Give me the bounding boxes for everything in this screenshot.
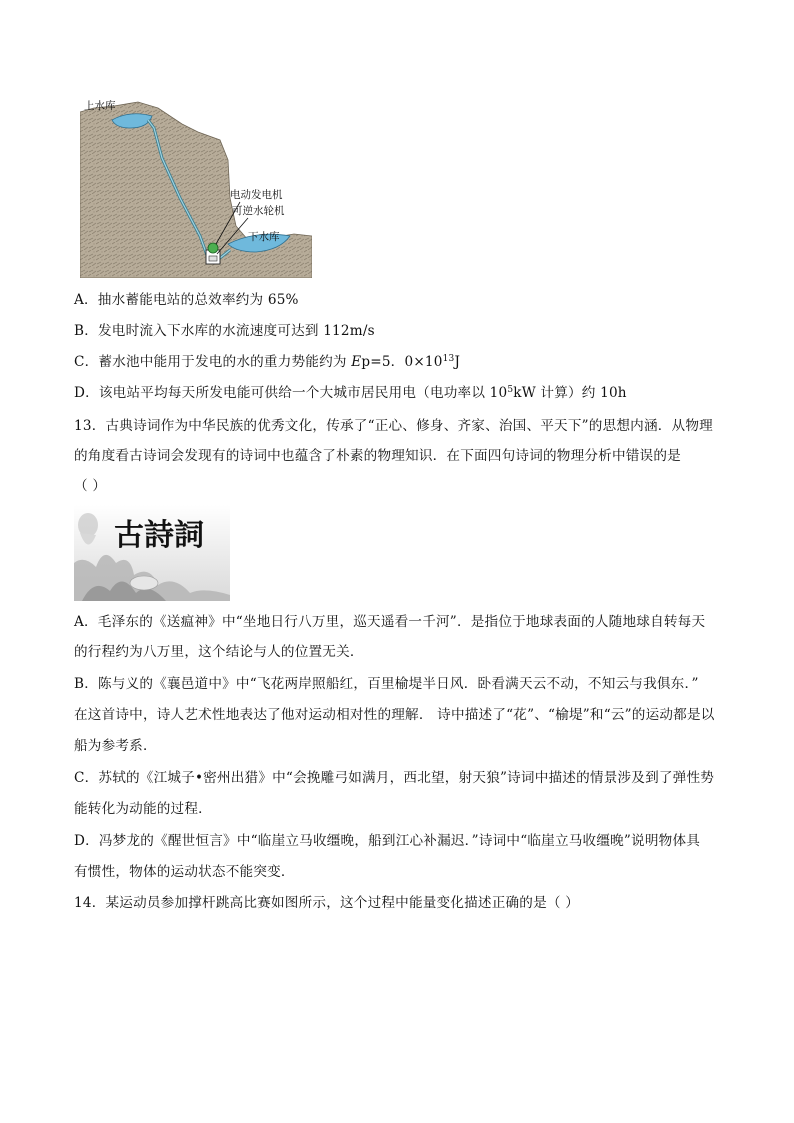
q13-option-c-line-1: C．苏轼的《江城子•密州出猎》中“会挽雕弓如满月，西北望，射天狼”诗词中描述的情景涉及到了弹性势 (74, 770, 715, 786)
q13-option-b-line-3: 船为参考系． (74, 738, 157, 754)
q13-option-d-line-2: 有惯性，物体的运动状态不能突变． (74, 864, 295, 880)
classical-poetry-image (74, 505, 230, 601)
q12-option-d: D．该电站平均每天所发电能可供给一个大城市居民用电（电功率以 $10^5kW$ 计算）约 10h (74, 385, 627, 401)
q13-stem-line-2: 的角度看古诗词会发现有的诗词中也蕴含了朴素的物理知识．在下面四句诗词的物理分析中错误的是 (74, 448, 681, 464)
q13-option-d-line-1: D．冯梦龙的《醒世恒言》中“临崖立马收缰晚，船到江心补漏迟．”诗词中“临崖立马收缰晚”说明物体具 (74, 833, 701, 849)
q13-stem-line-1: 13．古典诗词作为中华民族的优秀文化，传承了“正心、修身、齐家、治国、平天下”的思想内涵．从物理 (74, 418, 713, 434)
pumped-storage-diagram (80, 98, 312, 278)
q12-option-a: A．抽水蓄能电站的总效率约为 65% (74, 292, 299, 308)
label-upper-reservoir: 上水库 (84, 100, 116, 112)
label-lower-reservoir: 下水库 (248, 231, 280, 243)
q13-option-a-line-2: 的行程约为八万里，这个结论与人的位置无关． (74, 644, 364, 660)
q13-option-c-line-2: 能转化为动能的过程． (74, 801, 212, 817)
q14-stem: 14．某运动员参加撑杆跳高比赛如图所示，这个过程中能量变化描述正确的是（ ） (74, 895, 579, 911)
label-reversible-turbine: 可逆水轮机 (232, 205, 285, 217)
label-motor-generator: 电动发电机 (230, 189, 283, 201)
q12-option-c: C．蓄水池中能用于发电的水的重力势能约为 Ep=5．$0\times 10^{13}J$ (74, 354, 461, 370)
q13-answer-blank: （ ） (74, 478, 107, 494)
q13-option-b-line-2: 在这首诗中，诗人艺术性地表达了他对运动相对性的理解． 诗中描述了“花”、“榆堤”和“云”的运动都是以 (74, 707, 715, 723)
q12-option-b: B．发电时流入下水库的水流速度可达到 112m/s (74, 323, 375, 339)
poetry-image-title: 古詩詞 (114, 518, 204, 553)
q13-option-b-line-1: B．陈与义的《襄邑道中》中“飞花两岸照船红，百里榆堤半日风．卧看满天云不动，不知云与我俱东．” (74, 676, 699, 692)
q13-option-a-line-1: A．毛泽东的《送瘟神》中“坐地日行八万里，巡天遥看一千河”．是指位于地球表面的人随地球自转每天 (74, 614, 706, 630)
